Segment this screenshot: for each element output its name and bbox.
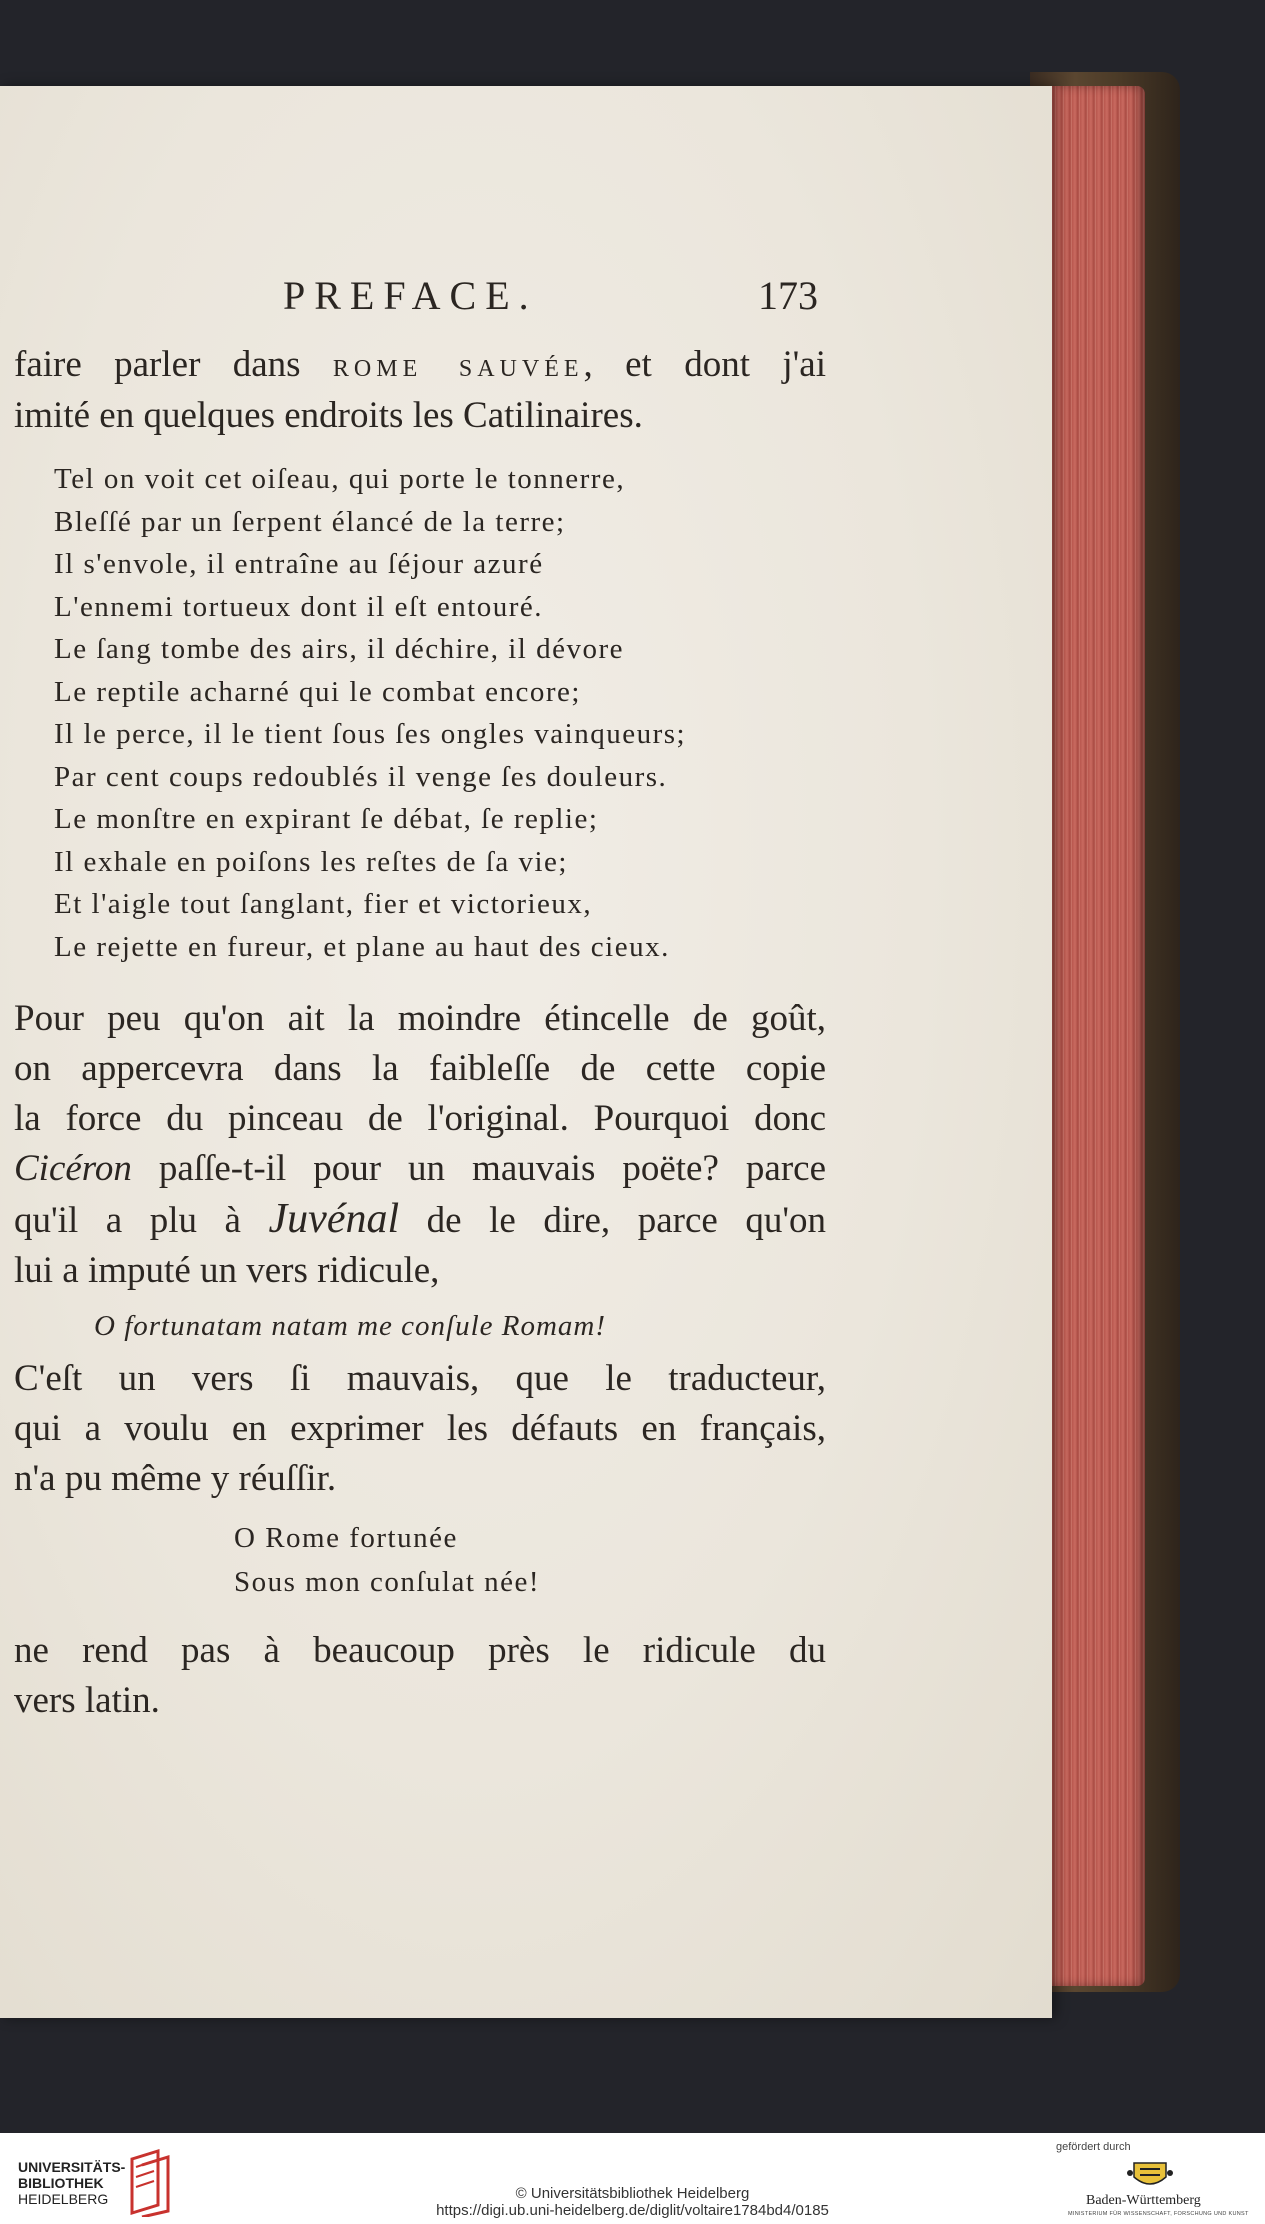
library-name-line: BIBLIOTHEK: [18, 2175, 104, 2191]
sponsor-block: [1056, 2141, 1256, 2217]
running-head: PREFACE.: [283, 273, 538, 318]
text-line: ne rend pas à beaucoup près le ridicule du: [14, 1630, 826, 1671]
permalink[interactable]: https://digi.ub.uni-heidelberg.de/diglit/voltaire1784bd4/0185: [436, 2202, 829, 2219]
text-span: , et dont j'ai: [583, 344, 826, 385]
page-number: 173: [758, 273, 818, 318]
library-name-line: HEIDELBERG: [18, 2191, 109, 2207]
verse-line: Le rejette en fureur, et plane au haut des cieux.: [54, 930, 670, 963]
prose-paragraph-2: [14, 994, 826, 1296]
page-header: [0, 272, 820, 332]
text-line: imité en quelques endroits les Catilinaires.: [14, 395, 643, 436]
viewer-footer: [0, 2133, 1265, 2224]
verse-line: Il s'envole, il entraîne au ſéjour azuré: [54, 548, 544, 580]
prose-paragraph-1: [14, 340, 826, 441]
text-line: la force du pinceau de l'original. Pourquoi donc: [14, 1098, 826, 1139]
text-line: C'eſt un vers ſi mauvais, que le traducteur,: [14, 1358, 826, 1399]
play-title: rome sauvée: [332, 347, 584, 384]
verse-line: Et l'aigle tout ſanglant, fier et victorieux,: [54, 888, 593, 920]
verse-line: Le monſtre en expirant ſe débat, ſe replie;: [54, 803, 599, 835]
verse-line: Par cent coups redoublés il venge ſes douleurs.: [54, 760, 668, 793]
text-line: qui a voulu en exprimer les défauts en français,: [14, 1408, 826, 1449]
latin-verse: O fortunatam natam me conſule Romam!: [94, 1310, 607, 1342]
text-line: [14, 1194, 826, 1246]
text-line: on appercevra dans la faibleſſe de cette copie: [14, 1048, 826, 1089]
verse-line: Tel on voit cet oiſeau, qui porte le tonnerre,: [54, 463, 626, 495]
book-page: [0, 86, 1052, 2018]
prose-paragraph-4: [14, 1626, 826, 1726]
text-line: n'a pu même y réuſſir.: [14, 1458, 337, 1499]
text-span: paſſe-t-il pour un mauvais poëte? parce: [131, 1148, 826, 1189]
name-juvenal: Juvénal: [268, 1196, 400, 1242]
sponsor-name: Baden-Württemberg: [1086, 2193, 1201, 2208]
text-line: [14, 1144, 826, 1194]
verse-line: Le ſang tombe des airs, il déchire, il dévore: [54, 633, 624, 665]
name-ciceron: Cicéron: [14, 1148, 132, 1189]
copyright-text: © Universitätsbibliothek Heidelberg: [515, 2185, 750, 2202]
state-crest-icon: [1126, 2159, 1174, 2191]
verse-passage: [54, 458, 814, 968]
book-fore-edge: [1040, 86, 1145, 1986]
text-span: qu'il a plu à: [14, 1200, 269, 1241]
library-name-line: UNIVERSITÄTS-: [18, 2159, 126, 2175]
text-span: de le dire, parce qu'on: [399, 1200, 826, 1241]
text-line: [14, 340, 826, 391]
page-content: [0, 86, 1052, 2018]
text-span: faire parler dans: [14, 344, 333, 385]
sponsor-label: gefördert durch: [1056, 2141, 1131, 2153]
verse-line: Il le perce, il le tient ſous ſes ongles vainqueurs;: [54, 718, 687, 750]
verse-line: L'ennemi tortueux dont il eſt entouré.: [54, 590, 544, 623]
prose-paragraph-3: [14, 1354, 826, 1504]
ministry-name: MINISTERIUM FÜR WISSENSCHAFT, FORSCHUNG UND KUNST: [1068, 2211, 1249, 2217]
verse-line: Sous mon conſulat née!: [234, 1566, 541, 1598]
text-line: vers latin.: [14, 1680, 160, 1721]
french-verse: [234, 1516, 540, 1604]
verse-line: O Rome fortunée: [234, 1522, 458, 1554]
verse-line: Bleſſé par un ſerpent élancé de la terre;: [54, 505, 566, 538]
verse-line: Il exhale en poiſons les reſtes de ſa vie;: [54, 845, 568, 878]
verse-line: Le reptile acharné qui le combat encore;: [54, 675, 581, 708]
text-line: Pour peu qu'on ait la moindre étincelle de goût,: [14, 998, 826, 1039]
text-line: lui a imputé un vers ridicule,: [14, 1250, 440, 1291]
